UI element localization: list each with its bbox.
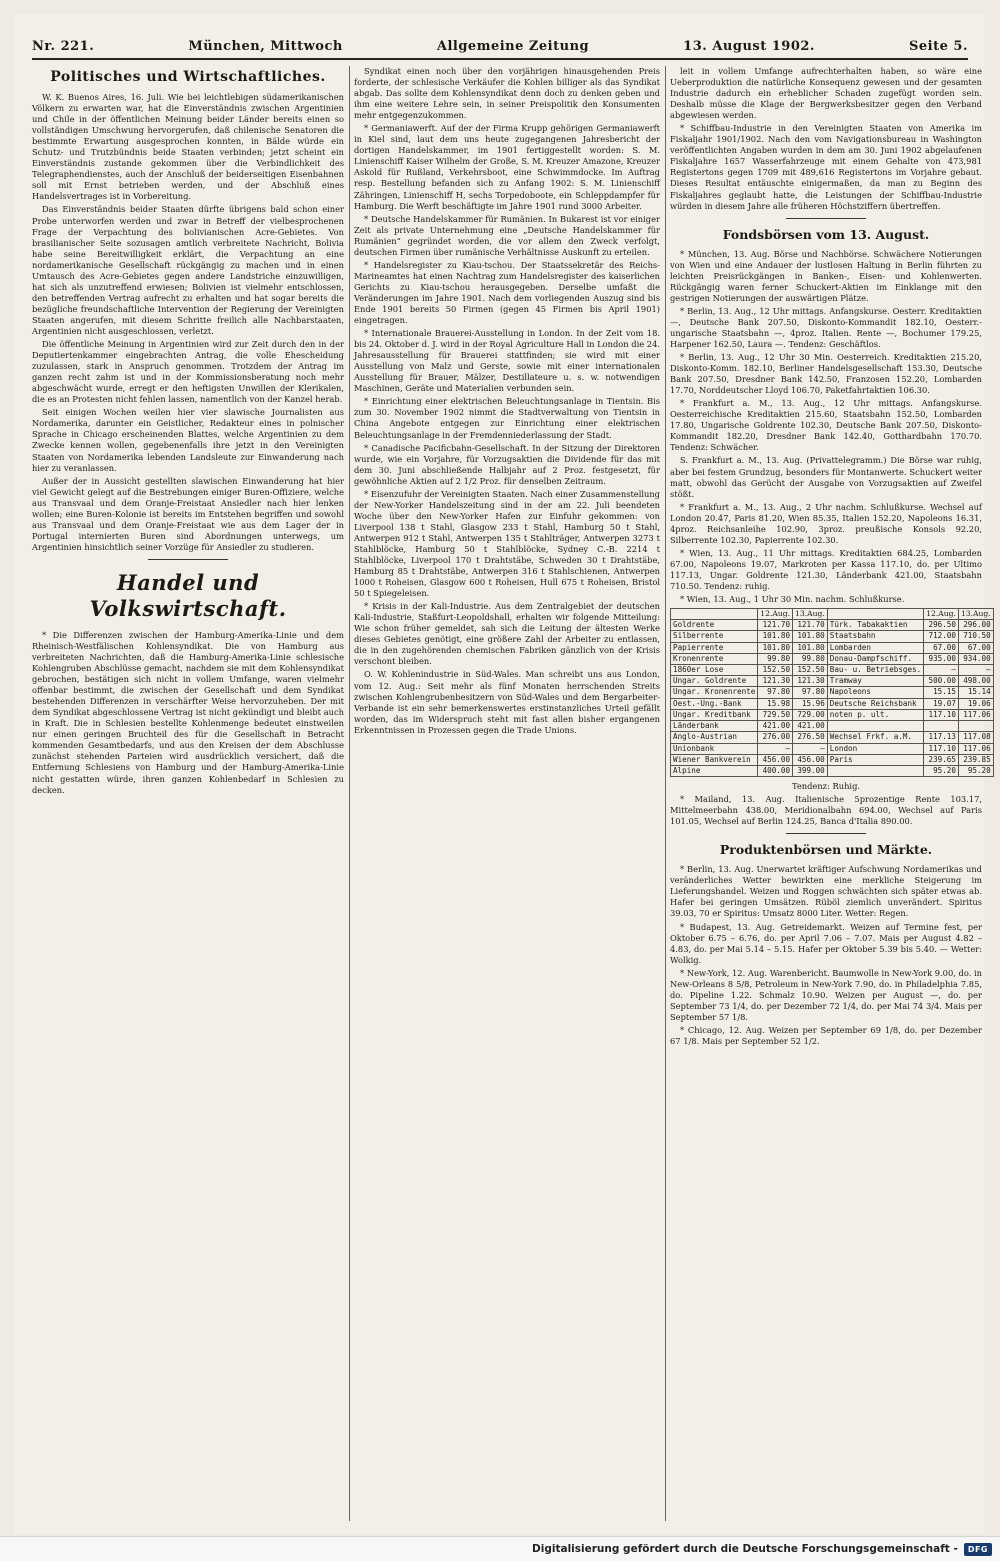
table-cell: Deutsche Reichsbank [827,698,923,709]
table-row [671,642,994,653]
table-cell: 421.00 [793,721,828,732]
column-2 [354,66,660,1521]
table-header-cell: 13.Aug. [793,609,828,620]
table-cell [827,721,923,732]
header-rule [32,58,968,60]
table-cell: 95.20 [924,765,959,776]
table-cell: 101.80 [793,642,828,653]
article-paragraph: * München, 13. Aug. Börse und Nachbörse. Schwächere Notierungen von Wien und eine Andauer der lustlosen Haltung in Berlin führten zu leichten Preisrückgängen in Banken-, Eisen- und Kohlenwerten. Rückgängig waren ferner Schuckert-Aktien im Einklange mit den gestrigen Notierungen der auswärtigen Plätze. [670,248,982,303]
digitization-footer [0,1536,1000,1561]
table-cell: 101.80 [793,631,828,642]
table-trend: Tendenz: Ruhig. [791,781,861,792]
table-cell: 400.00 [758,765,793,776]
table-cell: 239.85 [958,754,993,765]
table-cell: Unionbank [671,743,758,754]
table-cell: Lombarden [827,642,923,653]
article-paragraph: * Die Differenzen zwischen der Hamburg-Amerika-Linie und dem Rheinisch-Westfälischen Kohlensyndikat. Die von Hamburg aus verbreiteten Nachrichten, daß die Hamburg-Amerika-Linie schlesische Kohlengruben Abschlüsse gemacht, nachdem sie mit dem Kohlensyndikat gebrochen, bestätigen sich nicht in vollem Umfange, waren vielmehr offenbar bestimmt, die zwischen der Gesellschaft und dem Syndikat bestehenden Differenzen in verschärfter Weise hervorzuheben. Der mit dem Syndikat abgeschlossene Vertrag ist nicht gekündigt und bleibt auch in Kraft. Die in Schlesien bestellte Kohlenmenge bedeutet einstweilen nur einen geringen Bruchteil des für die Gesellschaft in Betracht kommenden Gesamtbedarfs, und aus den Kreisen der dem Abschlusse zunächst stehenden Parteien wird ausdrücklich versichert, daß die Entfernung Schlesiens von Hamburg und der Hamburg-Amerika-Linie nicht gestatten würde, ihren ganzen Kohlenbedarf in Schlesien zu decken. [32,629,344,795]
table-cell: 710.50 [958,631,993,642]
table-cell: Kronenrente [671,653,758,664]
table-cell: Goldrente [671,620,758,631]
table-cell: 729.50 [758,709,793,720]
article-paragraph: * New-York, 12. Aug. Warenbericht. Baumwolle in New-York 9.00, do. in New-Orleans 8 5/8, Petroleum in New-York 7.90, do. in Philadelphia 7.85, do. Pipeline 1.22. Schmalz 10.90. Weizen per August —, do. per September 73 1/4, do. per Dezember 72 1/4, do. per Mai 74 3/4. Mais per September 57 1/8. [670,967,982,1022]
table-cell: 67.00 [958,642,993,653]
table-cell: Ungar. Goldrente [671,676,758,687]
table-cell: Napoleons [827,687,923,698]
table-cell: 152.50 [758,665,793,676]
table-cell: Wiener Bankverein [671,754,758,765]
table-cell: Wechsel Frkf. a.M. [827,732,923,743]
table-row [671,698,994,709]
table-cell: 456.00 [758,754,793,765]
table-cell: 117.06 [958,709,993,720]
article-paragraph: * Eisenzufuhr der Vereinigten Staaten. Nach einer Zusammenstellung der New-Yorker Handelszeitung sind in der am 22. Juli beendeten Woche über den New-Yorker Hafen zur Einfuhr gekommen: von Liverpool 138 t Stahl, Glasgow 233 t Stahl, Hamburg 50 t Stahl, Antwerpen 912 t Stahl, Antwerpen 135 t Stahlträger, Antwerpen 3273 t Stahlblöcke, Hamburg 50 t Stahlblöcke, Sydney C.-B. 2214 t Stahlblöcke, Liverpool 170 t Drahtstäbe, Schweden 30 t Drahtstäbe, Hamburg 85 t Drahtstäbe, Antwerpen 316 t Stahlschienen, Antwerpen 1000 t Roheisen, Glasgow 600 t Roheisen, Hull 675 t Roheisen, Bristol 50 t Spiegeleisen. [354,488,660,599]
section-title: Produktenbörsen und Märkte. [719,842,933,858]
table-cell: noten p. ult. [827,709,923,720]
table-cell: 421.00 [758,721,793,732]
article-paragraph: * Berlin, 13. Aug., 12 Uhr mittags. Anfangskurse. Oesterr. Kreditaktien —, Deutsche Bank 207.50, Diskonto-Kommandit 182.10, Oesterr.-ungarische Staatsbahn —, 4proz. Italien. Rente —, Bochumer 179.25, Harpener 162.50, Laura —. Tendenz: Geschäftlos. [670,305,982,349]
paper-name: Allgemeine Zeitung [436,39,590,54]
article-paragraph: Das Einverständnis beider Staaten dürfte übrigens bald schon einer Probe unterworfen werden und zwar in Betreff der vielbesprochenen Frage der Verpachtung des bolivianischen Acre-Gebietes. Von brasilianischer Seite sozusagen amtlich verbreitete Nachricht, Bolivia habe seine Bereitwilligkeit erklärt, die Verpachtung an eine nordamerikanische Gesellschaft rückgängig zu machen und in einen Umtausch des Acre-Gebietes gegen andere Landstriche einzuwilligen, hat sich als unzutreffend erwiesen; Bolivien ist vielmehr entschlossen, den betreffenden Vertrag aufrecht zu erhalten und hat sogar bereits die bezügliche freundschaftliche Intervention der Regierung der Vereinigten Staaten angerufen, mit diesem Schritte freilich alle Nachbarstaaten, Argentinien nicht ausgeschlossen, verletzt. [32,204,344,336]
table-row [671,653,994,664]
column-divider [665,66,666,1521]
article-paragraph: * Berlin, 13. Aug., 12 Uhr 30 Min. Oesterreich. Kreditaktien 215.20, Diskonto-Komm. 182.10, Berliner Handelsgesellschaft 153.30, Deutsche Bank 207.50, Dresdner Bank 142.50, Franzosen 152.20, Lombarden 17.70, Norddeutscher Lloyd 106.70, Paketfahrtaktien 106.30. [670,352,982,396]
article-paragraph: * Germaniawerft. Auf der der Firma Krupp gehörigen Germaniawerft in Kiel sind, laut dem uns heute zugegangenen Jahresbericht der dortigen Handelskammer, im 1901 fertiggestellt worden: S. M. Linienschiff Kaiser Wilhelm der Große, S. M. Kreuzer Amazone, Kreuzer Askold für Rußland, Verkehrsboot, eine Schwimmdocke. Im Auftrag resp. Bestellung befanden sich zu Anfang 1902: S. M. Linienschiff Zähringen, Linienschiff H, sechs Torpedoboote, ein Schleppdampfer für Hamburg. Die Werft beschäftigte im Jahre 1901 rund 3000 Arbeiter. [354,123,660,211]
issue-date: 13. August 1902. [683,39,815,54]
table-cell: 97.80 [793,687,828,698]
article-paragraph: S. Frankfurt a. M., 13. Aug. (Privattelegramm.) Die Börse war ruhig, aber bei festem Grundzug, besonders für Montanwerte. Schuckert weiter matt, obwohl das Gerücht der Ausgabe von Vorzugsaktien auf Zweifel stößt. [670,455,982,499]
table-cell: 500.00 [924,676,959,687]
table-row [671,721,994,732]
table-cell: 729.00 [793,709,828,720]
article-paragraph: * Handelsregister zu Kiau-tschou. Der Staatssekretär des Reichs-Marineamtes hat einen Nachtrag zum Handelsregister des kaiserlichen Gerichts zu Kiau-tschou herausgegeben. Derselbe umfaßt die Veränderungen im Jahre 1901. Nach dem vorliegenden Auszug sind bis Ende 1901 bereits 50 Firmen (gegen 45 Firmen bis April 1901) eingetragen. [354,259,660,326]
article-paragraph: * Budapest, 13. Aug. Getreidemarkt. Weizen auf Termine fest, per Oktober 6.75 – 6.76, do. per April 7.06 – 7.07. Mais per August 4.82 – 4.83, do. per Mai 5.14 – 5.15. Hafer per Oktober 5.39 bis 5.40. — Wetter: Wolkig. [670,921,982,965]
table-cell: 456.00 [793,754,828,765]
table-header-row [671,609,994,620]
table-row [671,754,994,765]
table-cell: 121.70 [793,620,828,631]
table-cell: Papierrente [671,642,758,653]
column-3 [670,66,991,1521]
table-cell: 101.80 [758,642,793,653]
table-cell: 239.65 [924,754,959,765]
article-paragraph: * Krisis in der Kali-Industrie. Aus dem Zentralgebiet der deutschen Kali-Industrie, Staßfurt-Leopoldshall, erhalten wir folgende Mitteilung: Wie schon früher gemeldet, sah sich die Leitung der ältesten Werke dieses Gebietes genötigt, eine größere Zahl der Arbeiter zu entlassen, die in den zugehörenden chemischen Fabriken gänzlich von der Krisis verschont bleiben. [354,601,660,667]
table-header-cell [671,609,758,620]
table-cell: 95.20 [958,765,993,776]
table-cell: 15.98 [758,698,793,709]
table-row [671,709,994,720]
table-cell: 19.07 [924,698,959,709]
table-cell: — [793,743,828,754]
issue-number: Nr. 221. [32,39,95,54]
table-cell: 15.96 [793,698,828,709]
article-paragraph: * Frankfurt a. M., 13. Aug., 2 Uhr nachm. Schlußkurse. Wechsel auf London 20.47, Paris 81.20, Wien 85.35, Italien 152.20, Napoleons 16.31, 4proz. Reichsanleihe 102.90, 3proz. preußische Konsols 92.20, Silberrente 102.30, Papierrente 102.30. [670,501,982,545]
table-row [671,665,994,676]
article-paragraph: * Deutsche Handelskammer für Rumänien. In Bukarest ist vor einiger Zeit als private Unternehmung eine „Deutsche Handelskammer für Rumänien“ gegründet worden, die vor allem den Zweck verfolgt, deutschen Firmen über rumänische Verhältnisse Auskunft zu erteilen. [354,213,660,257]
separator [786,218,866,219]
table-cell: — [758,743,793,754]
article-paragraph: * Internationale Brauerei-Ausstellung in London. In der Zeit vom 18. bis 24. Oktober d. J. wird in der Royal Agriculture Hall in London die 24. Jahresausstellung für Brauerei stattfinden; sie wird mit einer Ausstellung von Malz und Gerste, sowie mit einer internationalen Ausstellung für Brauer, Mälzer, Destillateure u. s. w. notwendigen Maschinen, Geräte und Materialien verbunden sein. [354,328,660,394]
table-row [671,631,994,642]
table-cell: Oest.-Ung.-Bank [671,698,758,709]
article-paragraph: Die öffentliche Meinung in Argentinien wird zur Zeit durch den in der Deputiertenkammer eingebrachten Antrag, die volle Ehescheidung zuzulassen, stark in Anspruch genommen. Trotzdem der Antrag im ganzen recht zahm ist und in der Kommissionsberatung noch mehr abgeschwächt wurde, erregt er den heftigsten Unwillen der Klerikalen, die es an Protesten nicht fehlen lassen, namentlich von der Kanzel herab. [32,339,344,405]
table-cell: Tramway [827,676,923,687]
table-cell: 101.80 [758,631,793,642]
article-paragraph: * Schiffbau-Industrie in den Vereinigten Staaten von Amerika im Fiskaljahr 1901/1902. Nach den vom Navigationsbureau in Washington veröffentlichten Angaben wurden in dem am 30. Juni 1902 abgelaufenen Fiskaljahre 1657 Wasserfahrzeuge mit einem Gehalte von 473,981 Registertons gegen 1709 mit 489,616 Registertons im Vorjahre gebaut. Dieses Resultat entäuschte einigermaßen, da man zu Beginn des Fiskaljahres geglaubt hatte, die Leistungen der Schiffbau-Industrie würden in diesem Jahre alle früheren Höchstziffern übertreffen. [670,123,982,211]
table-cell: 712.00 [924,631,959,642]
table-cell: 276.00 [758,732,793,743]
section-title: Politisches und Wirtschaftliches. [50,69,326,85]
table-cell: Ungar. Kronenrente [671,687,758,698]
table-cell: Donau-Dampfschiff. [827,653,923,664]
article-paragraph: * Frankfurt a. M., 13. Aug., 12 Uhr mittags. Anfangskurse. Oesterreichische Kreditaktien 215.60, Staatsbahn 152.50, Lombarden 17.80, Ungarische Goldrente 102.30, Deutsche Bank 207.50, Diskonto-Kommandit 182.20, Dresdner Bank 142.40, Gotthardbahn 170.70. Tendenz: Schwächer. [670,398,982,453]
section-title: Fondsbörsen vom 13. August. [722,226,930,242]
table-cell: 67.00 [924,642,959,653]
table-cell: 399.00 [793,765,828,776]
table-cell: 498.00 [958,676,993,687]
article-paragraph: * Einrichtung einer elektrischen Beleuchtungsanlage in Tientsin. Bis zum 30. November 1902 nimmt die Stadtverwaltung von Tientsin in China Angebote entgegen zur Einrichtung einer elektrischen Beleuchtungsanlage in der Fremdenniederlassung der Stadt. [354,396,660,440]
table-cell: 934.00 [958,653,993,664]
table-header-cell [827,609,923,620]
table-cell: 99.80 [793,653,828,664]
table-header-cell: 13.Aug. [958,609,993,620]
table-cell: London [827,743,923,754]
article-paragraph: * Berlin, 13. Aug. Unerwartet kräftiger Aufschwung Nordamerikas und veränderliches Wetter bewirkten eine merkliche Steigerung im Lieferungshandel. Weizen und Roggen schwächten sich später etwas ab. Hafer bei geringen Umsätzen. Rüböl ziemlich unverändert. Spiritus 39.03, 70 er Spiritus: Umsatz 8000 Liter. Wetter: Regen. [670,864,982,919]
table-cell: 117.06 [958,743,993,754]
exchange-rates-table [670,608,994,777]
article-paragraph: * Mailand, 13. Aug. Italienische 5prozentige Rente 103.17, Mittelmeerbahn 438.00, Meridionalbahn 694.00, Wechsel auf Paris 101.05, Wechsel auf Berlin 124.25, Banca d'Italia 890.00. [670,794,982,827]
article-paragraph: W. K. Buenos Aires, 16. Juli. Wie bei leichtlebigen südamerikanischen Völkern zu erwarten war, hat die Einverständnis zwischen Argentinien und Chile in der öffentlichen Meinung beider Länder bereits einen so vollständigen Umschwung hervorgerufen, daß chilenische Senatoren die bestimmte Erwartung ausgesprochen konnten, in Bälde würde ein Schutz- und Trutzbündnis beide Staaten verbinden; jetzt scheint ein Einverständnis zustande gekommen über die Verbindlichkeit des Telegraphendienstes, auch der Anschluß der beiderseitigen Eisenbahnen soll mit Ernst betrieben werden, und der Abschluß eines Handelsvertrages ist in Vorbereitung. [32,92,344,202]
separator [786,833,866,834]
table-cell: 19.06 [958,698,993,709]
table-cell: — [924,665,959,676]
table-cell: Alpine [671,765,758,776]
table-cell: Bau- u. Betriebsges. [827,665,923,676]
table-cell [924,721,959,732]
table-cell [827,765,923,776]
table-cell: Staatsbahn [827,631,923,642]
article-paragraph: Seit einigen Wochen weilen hier vier slawische Journalisten aus Nordamerika, darunter ein Geistlicher, Redakteur eines in polnischer Sprache in Chicago erscheinenden Blattes, welche Argentinien zu dem Zwecke kennen wollen, gegebenenfalls ihre jetzt in den Vereinigten Staaten von Nordamerika lebenden Landsleute zur Einwanderung nach hier zu veranlassen. [32,407,344,473]
table-header-cell: 12.Aug. [758,609,793,620]
table-cell: 121.30 [758,676,793,687]
column-1 [32,66,344,1521]
table-cell: 276.50 [793,732,828,743]
table-cell: Ungar. Kreditbank [671,709,758,720]
article-paragraph: leit in vollem Umfange aufrechterhalten haben, so wäre eine Ueberproduktion die natürliche Konsequenz gewesen und der gesamten Industrie dadurch ein erheblicher Schaden zugefügt worden sein. Deshalb müsse die Klage der Bergwerksbesitzer gegen den Verband abgewiesen werden. [670,66,982,121]
place-day: München, Mittwoch [188,39,343,54]
table-cell: 152.50 [793,665,828,676]
article-paragraph: Syndikat einen noch über den vorjährigen hinausgehenden Preis forderte, der schlesische Verkäufer die Kohlen billiger als das Syndikat abgab. Das sollte dem Kohlensyndikat denn doch zu denken geben und ihm eine weitere Lehre sein, in seiner Preispolitik den Konsumenten mehr entgegenzukommen. [354,66,660,121]
table-row [671,732,994,743]
table-row [671,620,994,631]
table-cell: 117.13 [924,732,959,743]
table-cell: 117.10 [924,743,959,754]
table-cell: 117.10 [924,709,959,720]
table-cell: 15.15 [924,687,959,698]
table-row [671,743,994,754]
table-cell [958,721,993,732]
table-cell: 296.50 [924,620,959,631]
table-cell: Anglo-Austrian [671,732,758,743]
table-header-cell: 12.Aug. [924,609,959,620]
table-cell: 296.00 [958,620,993,631]
table-cell: 97.80 [758,687,793,698]
table-cell: 935.00 [924,653,959,664]
article-paragraph: * Wien, 13. Aug., 11 Uhr mittags. Kreditaktien 684.25, Lombarden 67.00, Napoleons 19.07, Markroten per Kassa 117.10, do. per Ultimo 117.13, Ungar. Goldrente 121.30, Länderbank 421.00, Staatsbahn 710.50. Tendenz: ruhig. [670,547,982,591]
running-head [32,32,968,54]
table-cell: 1860er Lose [671,665,758,676]
table-cell: Paris [827,754,923,765]
article-paragraph: Außer der in Aussicht gestellten slawischen Einwanderung hat hier viel Gewicht gelegt auf die Bestrebungen einiger Buren-Offiziere, welche aus Transvaal und dem Oranje-Freistaat Ansiedler nach hier lenken wollen; eine Buren-Kolonie ist bereits im Entstehen begriffen und sowohl aus Transvaal und dem Oranje-Freistaat wie aus dem Lager der in Portugal internierten Buren sind Abordnungen unterwegs, um Argentinien hinsichtlich seiner Vorzüge für Ansiedler zu studieren. [32,475,344,552]
article-paragraph: * Canadische Pacificbahn-Gesellschaft. In der Sitzung der Direktoren wurde, wie ein Vorjahre, für Vorzugsaktien die Dividende für das mit dem 30. Juni abschließende Halbjahr auf 2 Proz. festgesetzt, für gewöhnliche Aktien auf 2 1/2 Proz. für denselben Zeitraum. [354,442,660,486]
footer-text: Digitalisierung gefördert durch die Deutsche Forschungsgemeinschaft - [532,1543,958,1555]
article-paragraph: * Chicago, 12. Aug. Weizen per September 69 1/8, do. per Dezember 67 1/8. Mais per September 52 1/2. [670,1024,982,1046]
table-cell: 117.08 [958,732,993,743]
table-cell: — [958,665,993,676]
table-cell: 99.80 [758,653,793,664]
section-title: Handel und Volkswirtschaft. [89,569,287,621]
table-cell: Türk. Tabakaktien [827,620,923,631]
page-number: Seite 5. [909,39,968,54]
newspaper-page [14,14,991,1534]
table-row [671,765,994,776]
article-paragraph: O. W. Kohlenindustrie in Süd-Wales. Man schreibt uns aus London, vom 12. Aug.: Seit mehr als fünf Monaten herrschenden Streits zwischen Kohlengrubenbesitzern von Süd-Wales und dem Bergarbeiter-Verbande ist ein sehr bemerkenswertes erstinstanzliches Urteil gefällt worden, das im Widerspruch steht mit fast allen bisher ergangenen Erkenntnissen in Prozessen gegen die Trade Unions. [354,669,660,735]
column-divider [349,66,350,1521]
table-row [671,676,994,687]
table-row [671,687,994,698]
table-cell: 121.30 [793,676,828,687]
table-cell: Länderbank [671,721,758,732]
table-cell: 15.14 [958,687,993,698]
table-caption: * Wien, 13. Aug., 1 Uhr 30 Min. nachm. Schlußkurse. [680,594,905,605]
separator [148,559,228,560]
table-cell: Silberrente [671,631,758,642]
table-cell: 121.70 [758,620,793,631]
dfg-logo-icon: DFG [964,1543,992,1556]
